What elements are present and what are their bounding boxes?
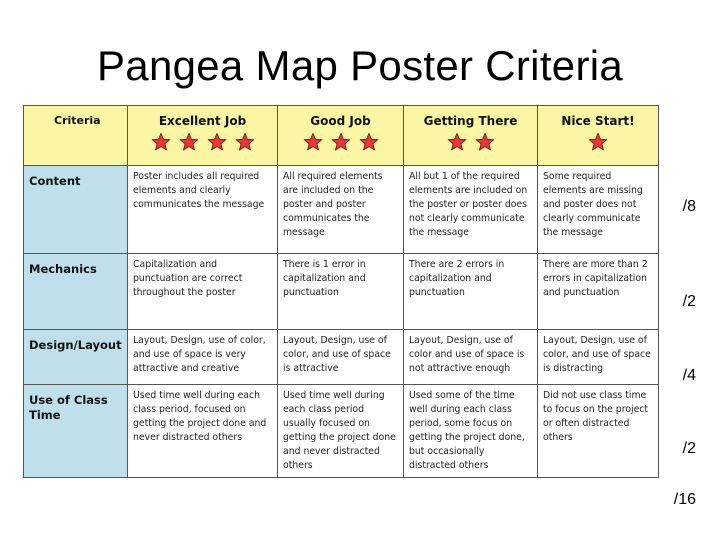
- page-title: Pangea Map Poster Criteria: [96, 42, 624, 89]
- rubric-table: [23, 105, 659, 478]
- rubric-cell: Poster includes all required elements and clearly communicates the message: [128, 166, 278, 254]
- rubric-cell: Did not use class time to focus on the project or often distracted others: [538, 385, 659, 478]
- row-label-class-time: Use of Class Time: [24, 385, 128, 478]
- rubric-cell: All but 1 of the required elements are included on the poster or poster does not clearly communicate the message: [404, 166, 538, 254]
- criteria-row-mechanics: [24, 254, 659, 330]
- star-icon: [588, 132, 608, 152]
- rubric-cell: Used time well during each class period usually focused on getting the project done and never distracted others: [278, 385, 404, 478]
- rubric-cell: Layout, Design, use of color, and use of space is attractive: [278, 330, 404, 385]
- score-design-layout: /4: [682, 367, 696, 384]
- rubric-cell: All required elements are included on the poster and poster communicates the message: [278, 166, 404, 254]
- header-cell-good: [278, 106, 404, 166]
- rubric-cell: Used time well during each class period, focused on getting the project done and never distracted others: [128, 385, 278, 478]
- rubric-cell: There is 1 error in capitalization and punctuation: [278, 254, 404, 330]
- rubric-cell: Capitalization and punctuation are correct throughout the poster: [128, 254, 278, 330]
- header-row: [24, 106, 659, 166]
- criteria-header-label: Criteria: [54, 114, 101, 127]
- star-icon: [359, 132, 379, 152]
- header-cell-getting-there: [404, 106, 538, 166]
- star-rating: [283, 132, 398, 154]
- criteria-row-class-time: [24, 385, 659, 478]
- star-icon: [235, 132, 255, 152]
- star-rating: [133, 132, 272, 154]
- rubric-cell: Some required elements are missing and poster does not clearly communicate the message: [538, 166, 659, 254]
- score-class-time: /2: [682, 440, 696, 457]
- rubric-cell: Used some of the time well during each class period, some focus on getting the project done, but occasionally distracted others: [404, 385, 538, 478]
- score-total: /16: [673, 491, 696, 508]
- row-label-mechanics: Mechanics: [24, 254, 128, 330]
- star-icon: [207, 132, 227, 152]
- star-icon: [331, 132, 351, 152]
- rubric-cell: There are more than 2 errors in capitalization and punctuation: [538, 254, 659, 330]
- rubric-cell: Layout, Design, use of color, and use of space is very attractive and creative: [128, 330, 278, 385]
- header-cell-excellent: [128, 106, 278, 166]
- star-icon: [447, 132, 467, 152]
- rubric-cell: Layout, Design, use of color and use of space is not attractive enough: [404, 330, 538, 385]
- star-rating: [409, 132, 532, 154]
- header-cell-nice-start: [538, 106, 659, 166]
- star-icon: [475, 132, 495, 152]
- star-icon: [151, 132, 171, 152]
- row-label-design-layout: Design/Layout: [24, 330, 128, 385]
- row-label-content: Content: [24, 166, 128, 254]
- criteria-row-design-layout: [24, 330, 659, 385]
- criteria-row-content: [24, 166, 659, 254]
- header-label-excellent: Excellent Job: [158, 114, 247, 128]
- criteria-header-cell: [24, 106, 128, 166]
- header-label-good: Good Job: [310, 114, 371, 128]
- star-icon: [303, 132, 323, 152]
- rubric-cell: Layout, Design, use of color, and use of space is distracting: [538, 330, 659, 385]
- score-content: /8: [682, 198, 696, 215]
- star-rating: [543, 132, 653, 154]
- score-mechanics: /2: [682, 293, 696, 310]
- header-label-getting-there: Getting There: [423, 114, 518, 128]
- star-icon: [179, 132, 199, 152]
- header-label-nice-start: Nice Start!: [561, 114, 635, 128]
- rubric-cell: There are 2 errors in capitalization and punctuation: [404, 254, 538, 330]
